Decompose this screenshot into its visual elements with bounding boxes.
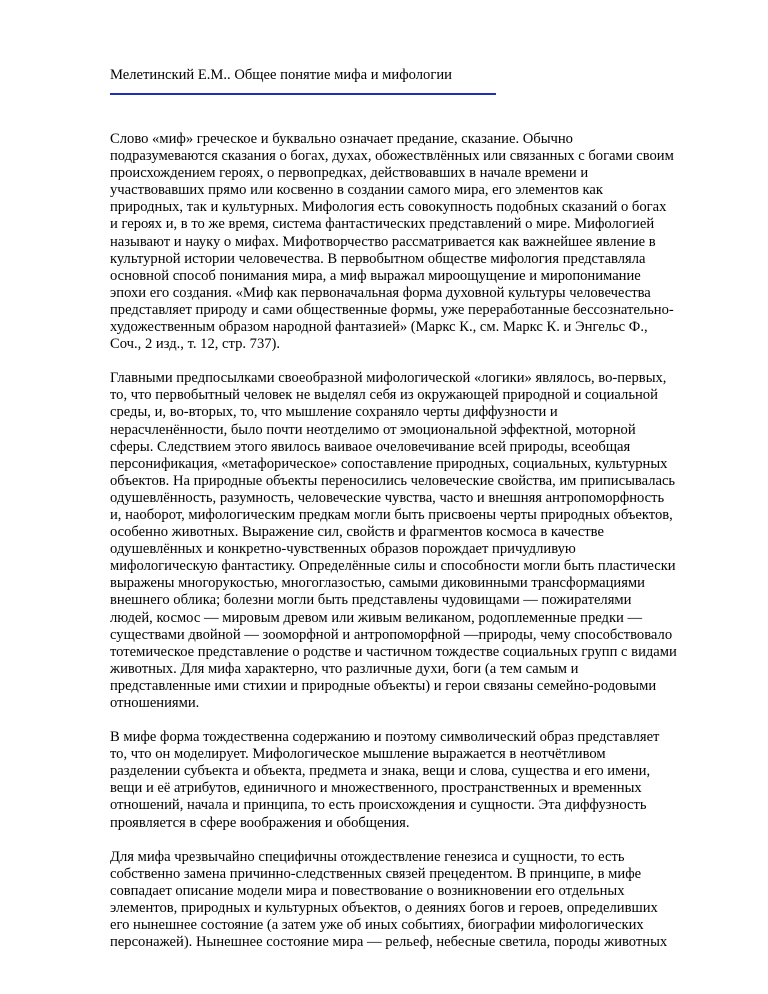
paragraph-line: нерасчленённости, было почти неотделимо от эмоциональной эффектной, моторной xyxy=(110,421,636,438)
paragraph-line: проявляется в сфере воображения и обобщения. xyxy=(110,814,410,831)
paragraph-line: среды, и, во-вторых, то, что мышление сохраняло черты диффузности и xyxy=(110,404,558,421)
paragraph-line: Главными предпосылками своеобразной мифологической «логики» являлось, во-первых, xyxy=(110,370,667,387)
paragraph-line: его нынешнее состояние (а затем уже об иных событиях, биографии мифологических xyxy=(110,917,644,934)
paragraph xyxy=(110,849,722,952)
paragraph-line: подразумеваются сказания о богах, духах, обожествлённых или связанных с богами своим xyxy=(110,148,674,165)
paragraph-line: Слово «миф» греческое и буквально означает предание, сказание. Обычно xyxy=(110,131,573,147)
paragraph-line: животных. Для мифа характерно, что различные духи, боги (а тем самым и xyxy=(110,660,579,677)
paragraph-line: одушевлённых и конкретно-чувственных образов порождает причудливую xyxy=(110,541,576,558)
paragraph-line: культурной истории человечества. В первобытном обществе мифология представляла xyxy=(110,250,646,267)
paragraph-line: сферы. Следствием этого явилось ваиваое очеловечивание всей природы, всеобщая xyxy=(110,438,631,455)
paragraph-line: В мифе форма тождественна содержанию и поэтому символический образ представляет xyxy=(110,729,660,746)
paragraph-line: одушевлённость, разумность, человеческие чувства, часто и внешняя антропоморфность xyxy=(110,489,665,506)
paragraph-line: мифологическую фантастику. Определённые силы и способности могли быть пластически xyxy=(110,558,676,575)
title-underline-rule xyxy=(110,93,496,95)
paragraph-line: то, что он моделирует. Мифологическое мышление выражается в неотчётливом xyxy=(110,746,606,763)
paragraph-line: называют и науку о мифах. Мифотворчество рассматривается как важнейшее явление в xyxy=(110,233,656,250)
paragraph-line: внешнего облика; болезни могли быть представлены чудовищами — пожирателями xyxy=(110,592,632,609)
paragraph-line: отношений, начала и принципа, то есть происхождения и сущности. Эта диффузность xyxy=(110,797,647,814)
paragraph-line: элементов, природных и культурных объектов, о деяниях богов и героев, определивших xyxy=(110,899,658,916)
paragraph-line: представляет природу и сами общественные формы, уже переработанные бессознательно- xyxy=(110,301,674,318)
paragraph-line: Соч., 2 изд., т. 12, стр. 737). xyxy=(110,336,281,353)
paragraph-line: природных, так и культурных. Мифология есть совокупность подобных сказаний о богах xyxy=(110,199,667,216)
paragraph-line: собственно замена причинно-следственных связей прецедентом. В принципе, в мифе xyxy=(110,865,642,882)
document-body xyxy=(110,131,722,968)
paragraph-line: совпадает описание модели мира и повествование о возникновении его отдельных xyxy=(110,882,625,899)
paragraph-line: людей, космос — мировым древом или живым великаном, родоплеменные предки — xyxy=(110,609,643,626)
paragraph-line: объектов. На природные объекты переносились человеческие свойства, им приписывалась xyxy=(110,472,676,489)
paragraph-line: то, что первобытный человек не выделял себя из окружающей природной и социальной xyxy=(110,387,658,404)
document-title: Мелетинский Е.М.. Общее понятие мифа и мифологии xyxy=(110,67,452,83)
paragraph-line: особенно животных. Выражение сил, свойств и фрагментов космоса в качестве xyxy=(110,524,604,541)
paragraph-line: персонификация, «метафорическое» сопоставление природных, социальных, культурных xyxy=(110,455,668,472)
paragraph-line: выражены многорукостью, многоглазостью, самыми диковинными трансформациями xyxy=(110,575,645,592)
paragraph xyxy=(110,131,722,353)
paragraph xyxy=(110,729,722,832)
paragraph-line: Для мифа чрезвычайно специфичны отождествление генезиса и сущности, то есть xyxy=(110,848,625,865)
paragraph-line: эпохи его создания. «Миф как первоначальная форма духовной культуры человечества xyxy=(110,284,651,301)
paragraph-line: художественным образом народной фантазией» (Маркс К., см. Маркс К. и Энгельс Ф., xyxy=(110,319,648,336)
paragraph-line: персонажей). Нынешнее состояние мира — рельеф, небесные светила, породы животных xyxy=(110,934,668,951)
paragraph-line: основной способ понимания мира, а миф выражал мироощущение и миропонимание xyxy=(110,267,641,284)
paragraph-line: происхождением героях, о первопредках, действовавших в начале времени и xyxy=(110,165,589,182)
paragraph-line: и героях и, в то же время, система фантастических представлений о мире. Мифологией xyxy=(110,216,655,233)
document-header xyxy=(110,66,500,84)
paragraph-line: разделении субъекта и объекта, предмета и знака, вещи и слова, существа и его имени, xyxy=(110,763,651,780)
paragraph-line: представленные ими стихии и природные объекты) и герои связаны семейно-родовыми xyxy=(110,677,657,694)
paragraph-line: и, наоборот, мифологическим предкам могли быть присвоены черты природных объектов, xyxy=(110,506,673,523)
paragraph-line: тотемическое представление о родстве и частичном тождестве социальных групп с видами xyxy=(110,643,677,660)
paragraph-line: вещи и её атрибутов, единичного и множественного, пространственных и временных xyxy=(110,780,642,797)
paragraph-line: существами двойной — зооморфной и антропоморфной —природы, чему способствовало xyxy=(110,626,673,643)
paragraph xyxy=(110,370,722,712)
paragraph-line: отношениями. xyxy=(110,695,200,711)
paragraph-line: участвовавших прямо или косвенно в создании самого мира, его элементов как xyxy=(110,182,603,199)
